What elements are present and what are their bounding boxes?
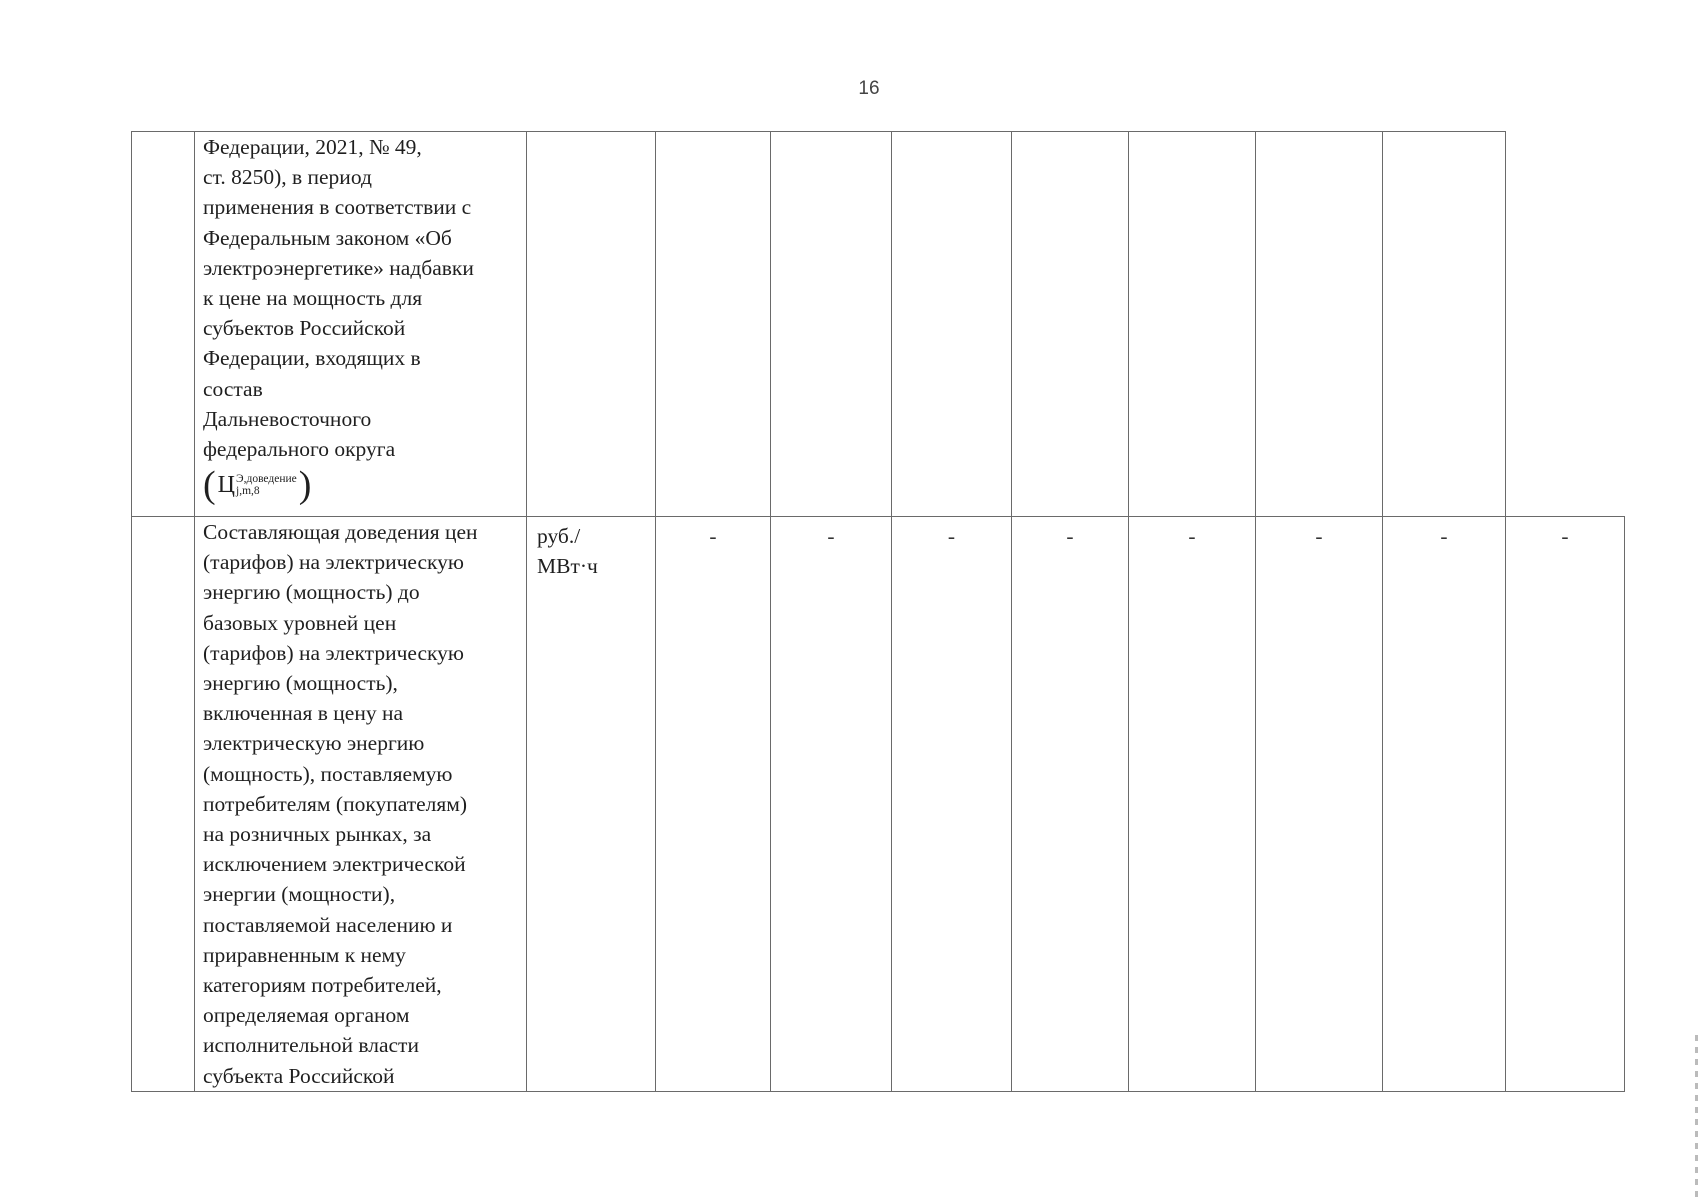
formula-superscript: Э,доведение	[236, 473, 297, 486]
formula: ( Ц Э,доведение j,m,8 )	[203, 464, 312, 507]
value-cell	[771, 132, 892, 517]
value-cell: -	[1383, 517, 1506, 1092]
unit-cell	[527, 132, 656, 517]
value-cell: -	[1256, 517, 1383, 1092]
value-cell	[892, 132, 1012, 517]
value-cell	[1012, 132, 1129, 517]
value-cell	[656, 132, 771, 517]
row-index-cell	[132, 132, 195, 517]
value-cell: -	[892, 517, 1012, 1092]
value-cell	[1383, 132, 1506, 517]
description-cell	[195, 517, 527, 1092]
table-row	[132, 517, 1625, 1092]
description-text: Федерации, 2021, № 49, ст. 8250), в период применения в соответствии с Федеральным законом «Об электроэнергетике» надбавки к цене на мощность для субъектов Российской Федерации, входящих в состав Дальневосточного федерального округа	[203, 135, 474, 462]
value-cell: -	[1129, 517, 1256, 1092]
description-text: Составляющая доведения цен (тарифов) на электрическую энергию (мощность) до базовых уровней цен (тарифов) на электрическую энергию (мощность), включенная в цену на электрическую энергию (мощность), поставляемую потребителям (покупателям) на розничных рынках, за исключением электрической энергии (мощности), поставляемой населению и приравненным к нему категориям потребителей, определяемая органом исполнительной власти субъекта Российской	[203, 520, 478, 1088]
value-cell: -	[1506, 517, 1625, 1092]
row-index-cell	[132, 517, 195, 1092]
value-cell: -	[1012, 517, 1129, 1092]
value-cell	[1256, 132, 1383, 517]
description-cell	[195, 132, 527, 517]
tariff-table	[131, 131, 1625, 1092]
formula-subscript: j,m,8	[236, 485, 260, 498]
formula-symbol: Ц	[217, 472, 235, 499]
unit-cell: руб./ МВт·ч	[527, 517, 656, 1092]
page-number: 16	[858, 78, 880, 99]
value-cell: -	[656, 517, 771, 1092]
value-cell	[1129, 132, 1256, 517]
table-row	[132, 132, 1625, 517]
value-cell: -	[771, 517, 892, 1092]
